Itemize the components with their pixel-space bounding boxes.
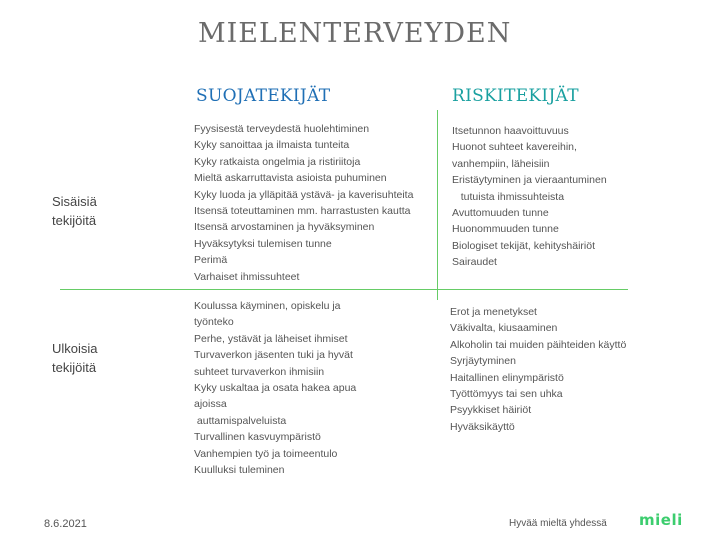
list-item: suhteet turvaverkon ihmisiin <box>194 365 325 378</box>
footer-date: 8.6.2021 <box>44 518 87 530</box>
list-item: Työttömyys tai sen uhka <box>450 388 563 401</box>
list-item: auttamispalveluista <box>194 414 287 427</box>
list-item: Syrjäytyminen <box>450 355 516 368</box>
list-item: Hyväksytyksi tulemisen tunne <box>194 237 332 250</box>
list-item: Huonot suhteet kavereihin, <box>452 141 577 154</box>
list-item: Avuttomuuden tunne <box>452 207 549 220</box>
risk-factors-heading: RISKITEKIJÄT <box>452 86 579 106</box>
list-item: Kyky uskaltaa ja osata hakea apua <box>194 382 357 395</box>
list-item: Varhaiset ihmissuhteet <box>194 270 300 283</box>
list-item: Alkoholin tai muiden päihteiden käyttö <box>450 338 627 351</box>
list-item: Hyväksikäyttö <box>450 420 515 433</box>
list-item: Psyykkiset häiriöt <box>450 404 532 417</box>
list-item: Itsensä arvostaminen ja hyväksyminen <box>194 221 375 234</box>
list-item: tutuista ihmissuhteista <box>452 190 565 203</box>
inner-factors-label-line1: Sisäisiä <box>52 194 97 209</box>
list-item: Perhe, ystävät ja läheiset ihmiset <box>194 332 348 345</box>
list-item: Perimä <box>194 254 228 267</box>
mieli-logo: mieli <box>639 511 683 529</box>
inner-risk-list <box>452 123 607 271</box>
inner-factors-label <box>52 192 97 230</box>
list-item: Erot ja menetykset <box>450 306 537 318</box>
outer-risk-list <box>450 304 626 435</box>
list-item: Koulussa käyminen, opiskelu ja <box>194 300 341 312</box>
footer-slogan: Hyvää mieltä yhdessä <box>509 518 607 529</box>
list-item: Huonommuuden tunne <box>452 223 559 236</box>
horizontal-divider <box>60 289 628 290</box>
list-item: Itsensä toteuttaminen mm. harrastusten kautta <box>194 205 411 218</box>
outer-factors-label <box>52 339 98 377</box>
list-item: Kyky luoda ja ylläpitää ystävä- ja kaverisuhteita <box>194 188 414 201</box>
outer-factors-label-line1: Ulkoisia <box>52 341 98 356</box>
list-item: Eristäytyminen ja vieraantuminen <box>452 174 607 187</box>
list-item: Haitallinen elinympäristö <box>450 371 564 384</box>
list-item: Kyky ratkaista ongelmia ja ristiriitoja <box>194 155 361 168</box>
list-item: työnteko <box>194 316 234 329</box>
list-item: Biologiset tekijät, kehityshäiriöt <box>452 239 595 252</box>
list-item: Kyky sanoittaa ja ilmaista tunteita <box>194 139 350 152</box>
list-item: vanhempiin, läheisiin <box>452 157 550 170</box>
list-item: Itsetunnon haavoittuvuus <box>452 125 569 137</box>
list-item: Turvaverkon jäsenten tuki ja hyvät <box>194 349 353 362</box>
list-item: Sairaudet <box>452 256 497 269</box>
list-item: Turvallinen kasvuympäristö <box>194 431 321 444</box>
outer-protective-list <box>194 298 356 478</box>
list-item: Väkivalta, kiusaaminen <box>450 322 558 335</box>
list-item: Fyysisestä terveydestä huolehtiminen <box>194 123 370 135</box>
protective-factors-heading: SUOJATEKIJÄT <box>196 86 331 106</box>
list-item: ajoissa <box>194 398 227 411</box>
vertical-divider <box>437 110 438 300</box>
outer-factors-label-line2: tekijöitä <box>52 360 97 375</box>
list-item: Vanhempien työ ja toimeentulo <box>194 447 338 460</box>
list-item: Kuulluksi tuleminen <box>194 464 285 477</box>
page-title: MIELENTERVEYDEN <box>198 18 512 49</box>
inner-factors-label-line2: tekijöitä <box>52 213 97 228</box>
inner-protective-list <box>194 121 413 285</box>
list-item: Mieltä askarruttavista asioista puhuminen <box>194 172 387 185</box>
